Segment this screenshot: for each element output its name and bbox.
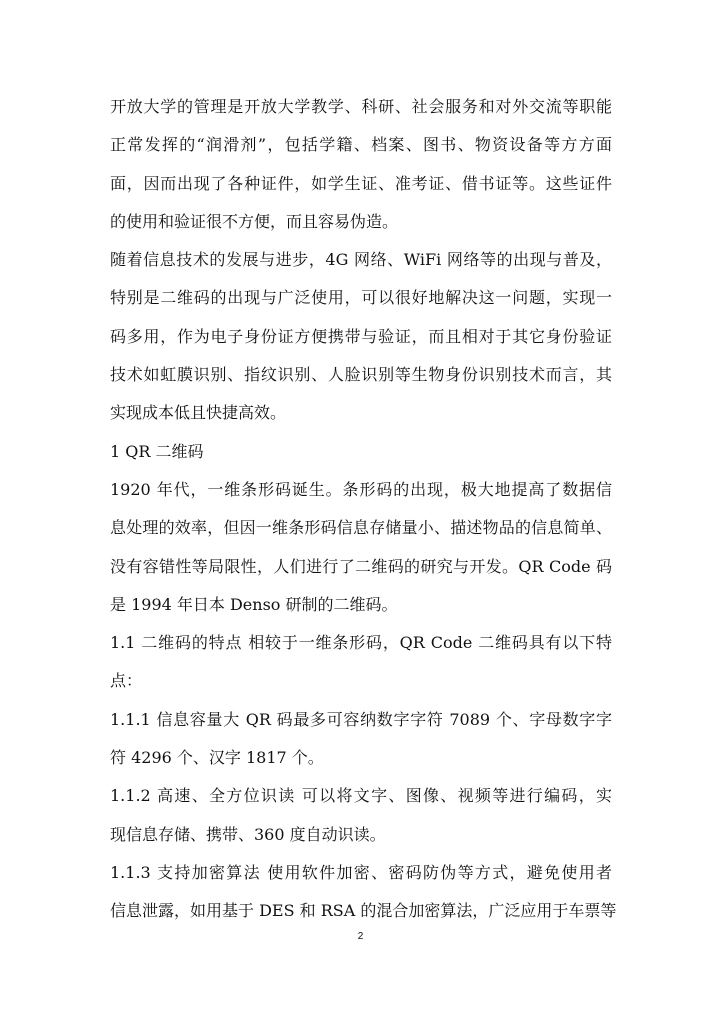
paragraph-line: 的使用和验证很不方便，而且容易伪造。 [110, 211, 399, 231]
paragraph-line: 实现成本低且快捷高效。 [110, 403, 287, 423]
paragraph-line: 没有容错性等局限性，人们进行了二维码的研究与开发。QR Code 码 [110, 556, 612, 576]
paragraph-line: 码多用，作为电子身份证方便携带与验证，而且相对于其它身份验证 [110, 326, 612, 346]
paragraph-line: 特别是二维码的出现与广泛使用，可以很好地解决这一问题，实现一 [110, 288, 612, 308]
page-number: 2 [357, 931, 364, 942]
paragraph-line: 符 4296 个、汉字 1817 个。 [110, 748, 324, 768]
subsection-line: 1.1.3 支持加密算法 使用软件加密、密码防伪等方式，避免使用者 [110, 862, 612, 882]
subsection-line: 1.1.2 高速、全方位识读 可以将文字、图像、视频等进行编码，实 [110, 786, 612, 806]
paragraph-line: 开放大学的管理是开放大学教学、科研、社会服务和对外交流等职能 [110, 97, 612, 116]
paragraph-line: 面，因而出现了各种证件，如学生证、准考证、借书证等。这些证件 [110, 173, 612, 193]
paragraph-line: 随着信息技术的发展与进步，4G 网络、WiFi 网络等的出现与普及， [110, 250, 612, 270]
paragraph-line: 现信息存储、携带、360 度自动识读。 [110, 824, 386, 844]
section-heading: 1 QR 二维码 [110, 441, 204, 461]
body-text [110, 88, 617, 931]
paragraph-line: 1920 年代，一维条形码诞生。条形码的出现，极大地提高了数据信 [110, 479, 612, 499]
subsection-line: 1.1 二维码的特点 相较于一维条形码，QR Code 二维码具有以下特 [110, 633, 612, 653]
paragraph-line: 是 1994 年日本 Denso 研制的二维码。 [110, 594, 398, 614]
paragraph-line: 息处理的效率，但因一维条形码信息存储量小、描述物品的信息简单、 [110, 518, 612, 538]
paragraph-line: 点： [110, 671, 143, 691]
paragraph-line: 正常发挥的“润滑剂”，包括学籍、档案、图书、物资设备等方方面 [110, 135, 612, 155]
paragraph-line: 信息泄露，如用基于 DES 和 RSA 的混合加密算法，广泛应用于车票等 [110, 901, 617, 921]
subsection-line: 1.1.1 信息容量大 QR 码最多可容纳数字字符 7089 个、字母数字字 [110, 709, 612, 729]
paragraph-line: 技术如虹膜识别、指纹识别、人脸识别等生物身份识别技术而言，其 [110, 365, 612, 385]
